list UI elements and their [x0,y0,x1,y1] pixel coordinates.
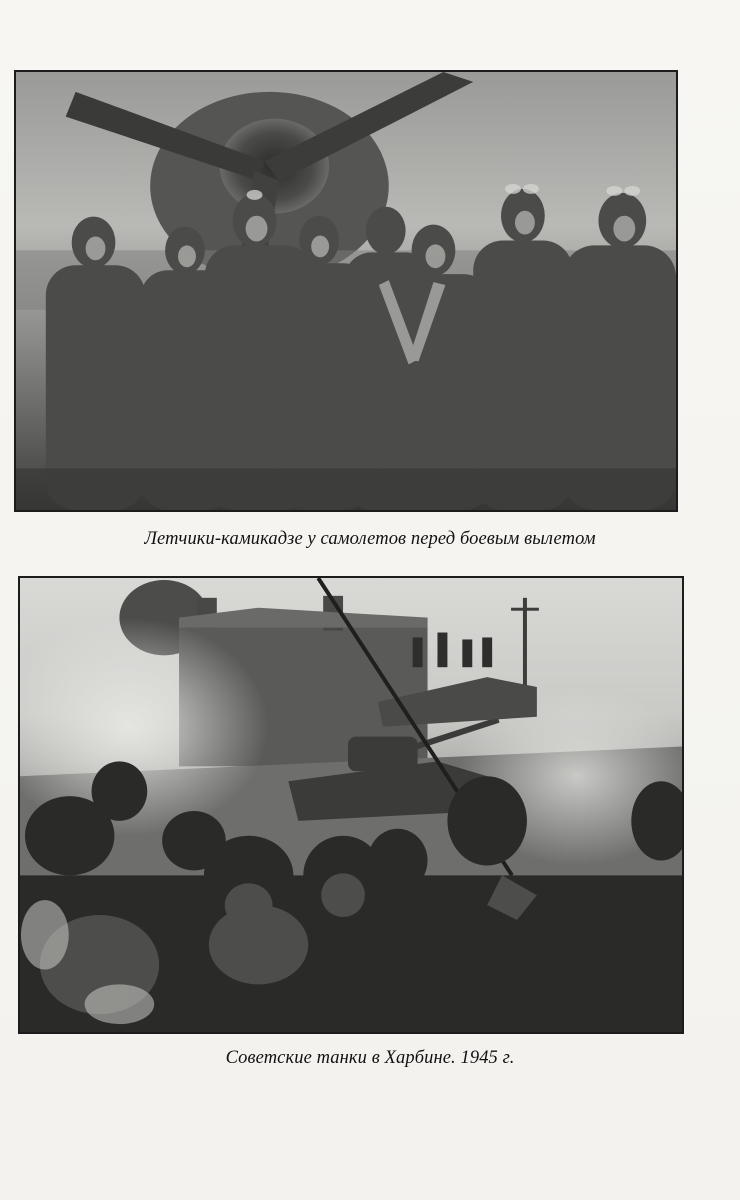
photo-caption-2: Советские танки в Харбине. 1945 г. [225,1048,515,1068]
soviet-tanks-harbin-photo [18,576,684,1034]
kamikaze-pilots-photo [14,70,678,512]
photo-caption-1: Летчики-камикадзе у самолетов перед боевым вылетом [144,529,596,549]
